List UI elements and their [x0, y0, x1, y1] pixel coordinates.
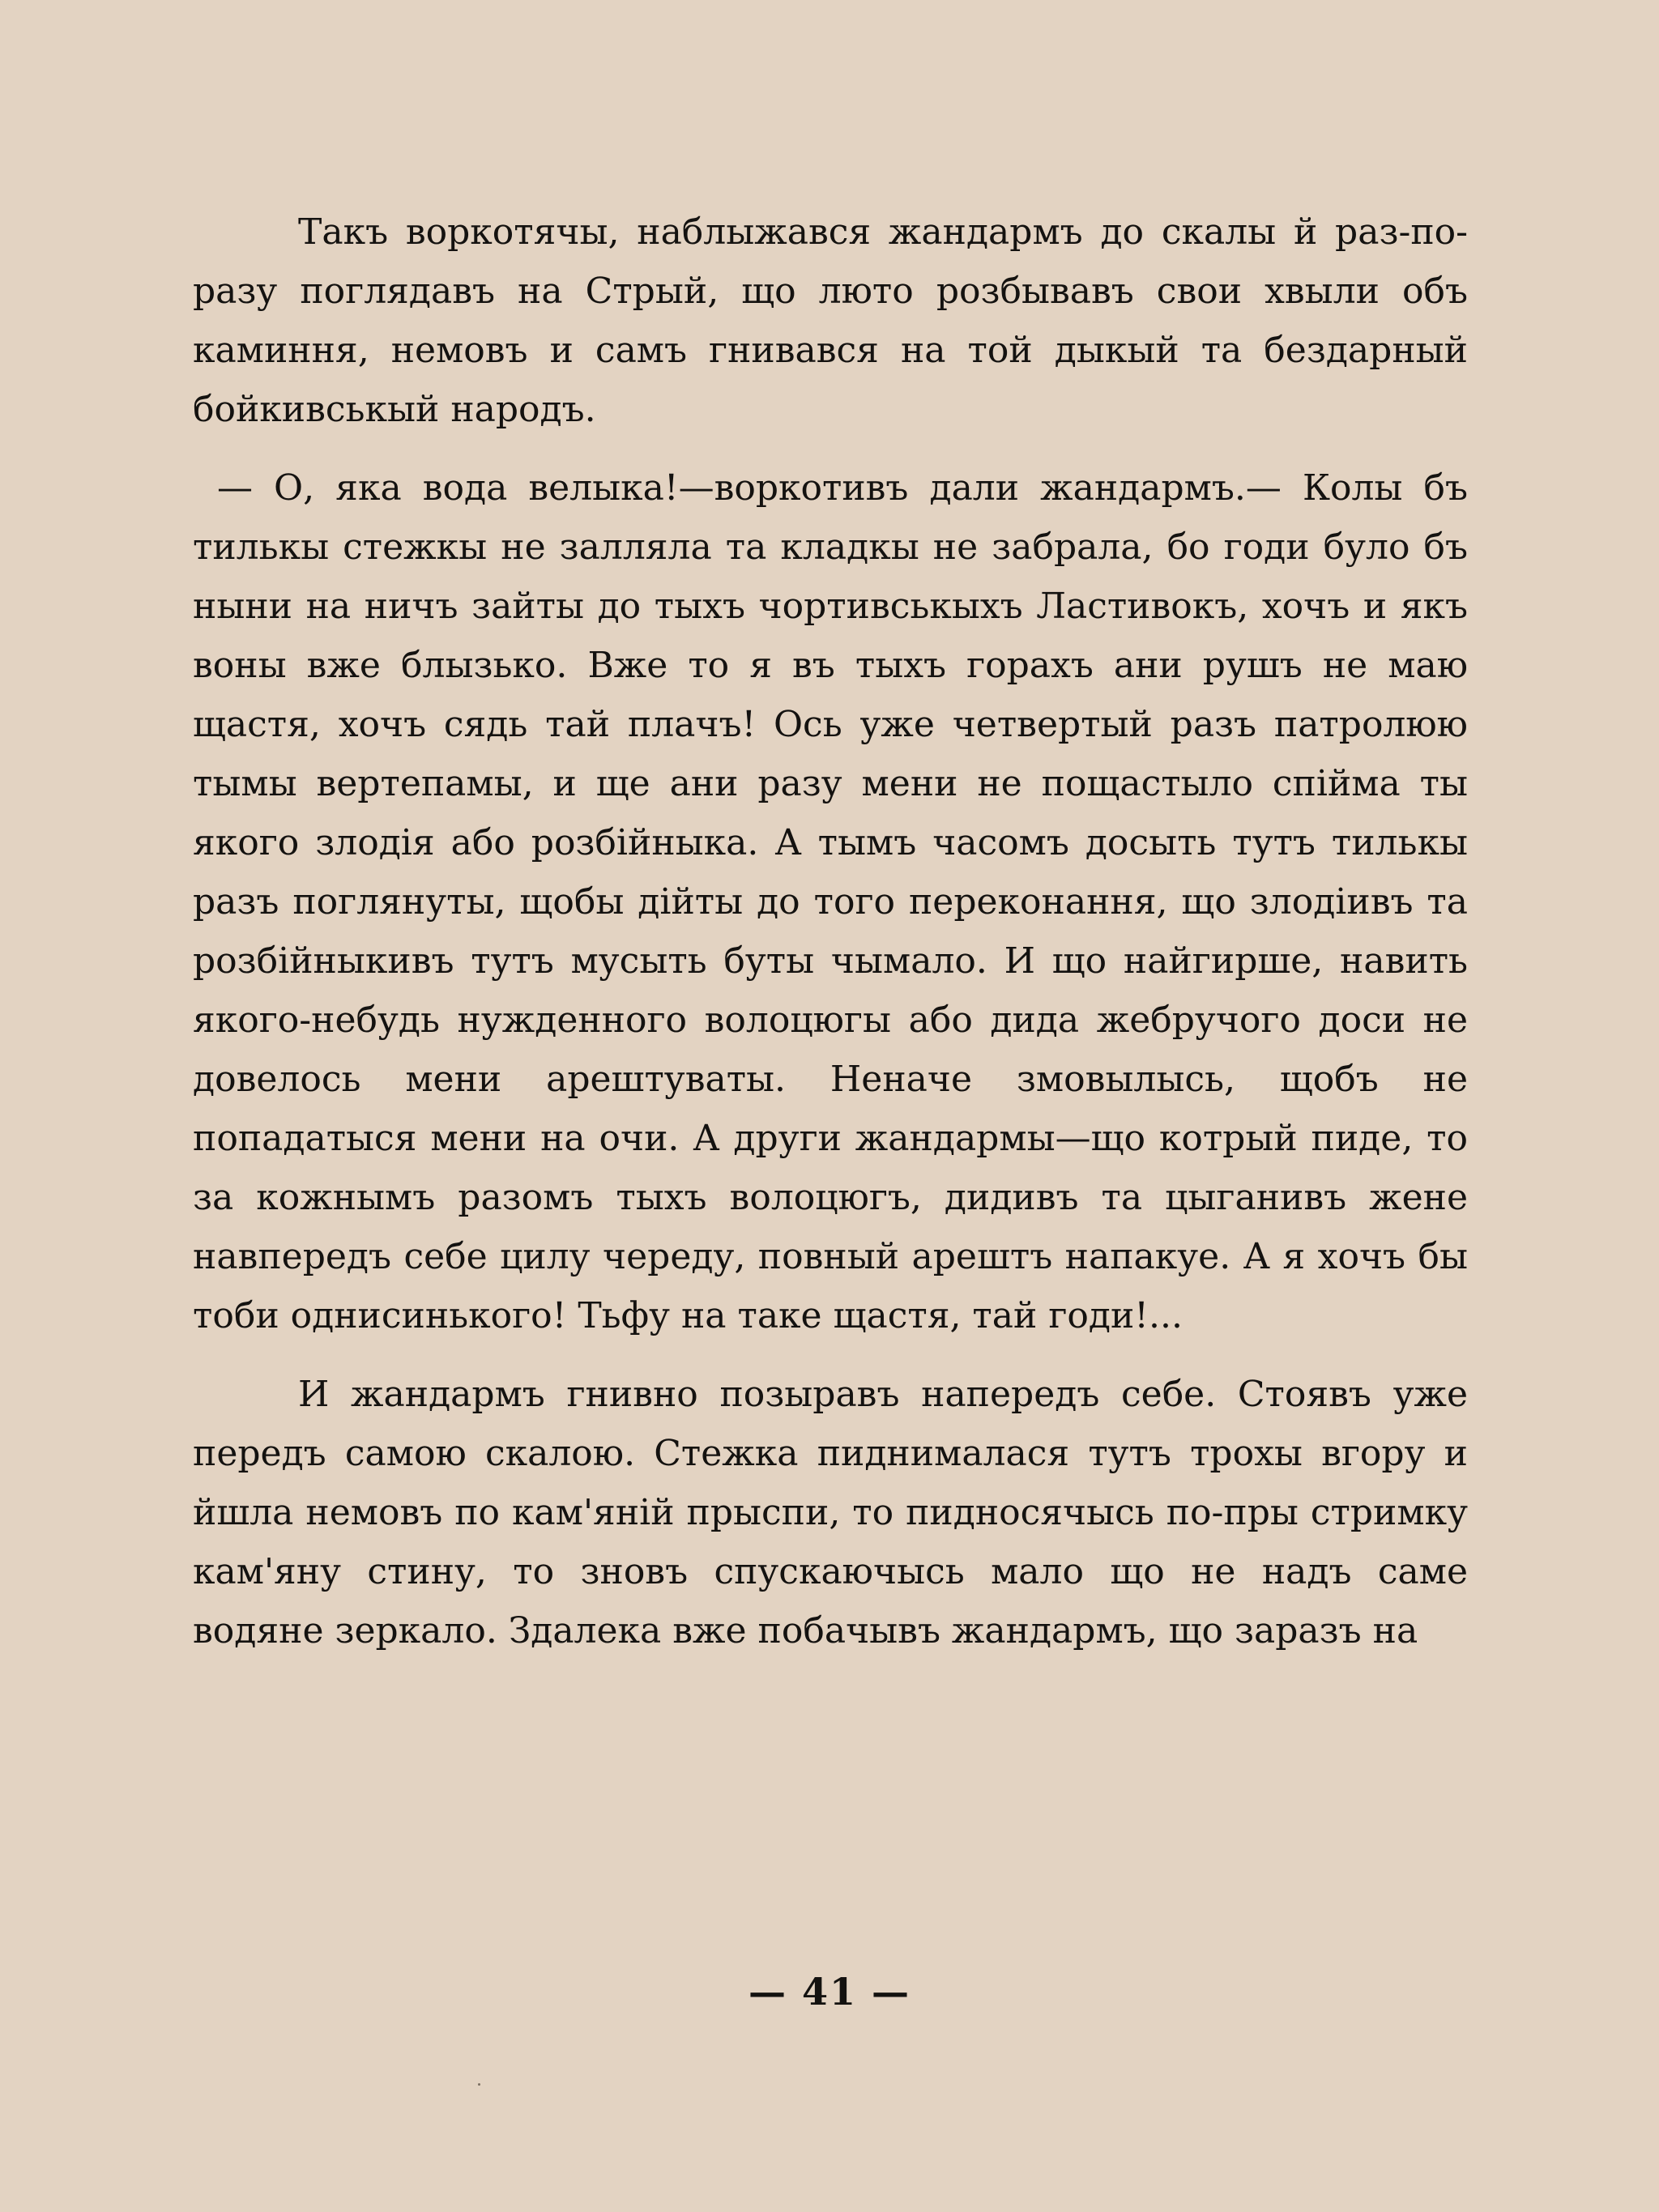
paragraph-2: — О, яка вода велыка!—воркотивъ дали жандармъ.— Колы бъ тилькы стежкы не залляла та кладкы не забрала, бо годи було бъ ныни на ничъ зайты до тыхъ чортивськыхъ Ластивокъ, хочъ и якъ воны вже блызько. Вже то я въ тыхъ горахъ ани рушъ не маю щастя, хочъ сядь тай плачъ! Ось уже четвертый разъ патролюю тымы вертепамы, и ще ани разу мени не пощастыло спійма ты якого злодія або розбійныка. А тымъ часомъ досыть тутъ тилькы разъ поглянуты, щобы дійты до того переконання, що злодіивъ та розбійныкивъ тутъ мусыть буты чымало. И що найгирше, навить якого-небудь нужденного волоцюгы або дида жебручого доси не довелось мени арештуваты. Неначе змовылысь, щобъ не попадатыся мени на очи. А други жандармы—що котрый пиде, то за кожнымъ разомъ тыхъ волоцюгъ, дидивъ та цыганивъ жене навпередъ себе цилу череду, повный арештъ напакуе. А я хочъ бы тоби однисинького! Тьфу на таке щастя, тай годи!...: [193, 467, 1468, 1336]
body-text: [193, 202, 1468, 1660]
paragraph-1: Такъ воркотячы, наблыжався жандармъ до скалы й раз-по-разу поглядавъ на Стрый, що люто розбывавъ свои хвыли объ каминня, немовъ и самъ гнивався на той дыкый та бездарный бойкивськый народъ.: [193, 211, 1468, 430]
page-number: — 41 —: [748, 1970, 911, 2014]
paragraph-3: И жандармъ гнивно позыравъ напередъ себе. Стоявъ уже передъ самою скалою. Стежка пиднималася тутъ трохы вгору и йшла немовъ по кам'яній прыспи, то пидносячысь по-пры стримку кам'яну стину, то зновъ спускаючысь мало що не надъ саме водяне зеркало. Здалека вже побачывъ жандармъ, що заразъ на: [193, 1374, 1468, 1652]
print-speck: [478, 2083, 480, 2086]
